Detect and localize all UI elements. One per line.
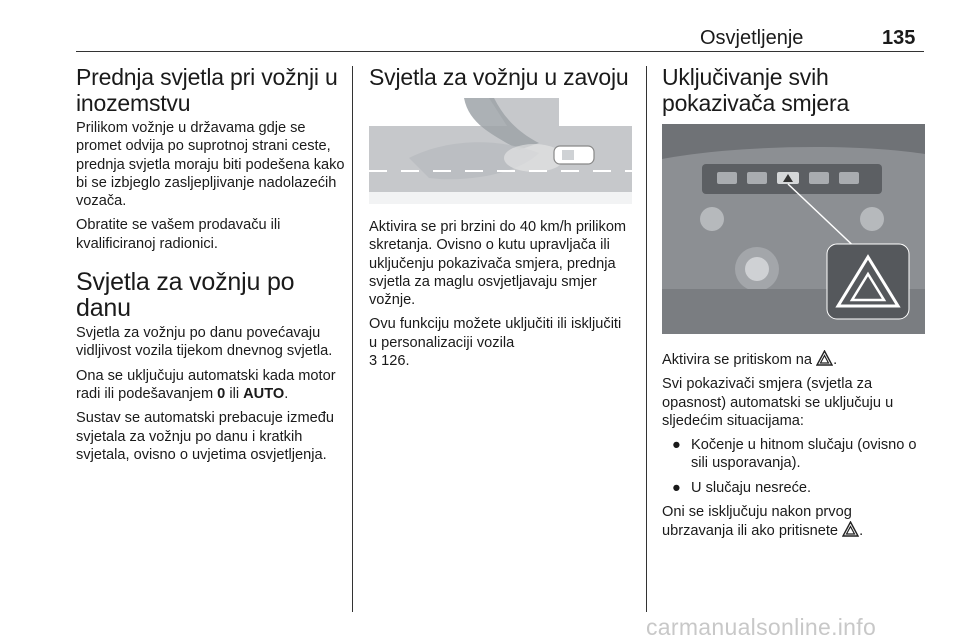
road-curve-illustration bbox=[369, 98, 633, 204]
paragraph: Aktivira se pri brzini do 40 km/h prilikom skretanja. Ovisno o kutu upravljača ili uključenju pokazivača smjera, prednja svjetla za maglu osvjetljavaju smjer vožnje. bbox=[369, 219, 627, 309]
paragraph: Obratite se vašem prodavaču ili kvalificiranoj radionici. bbox=[76, 217, 281, 252]
text-span: Oni se isključuju nakon prvog ubrzavanja ili ako pritisnete bbox=[662, 504, 852, 540]
paragraph: Sustav se automatski prebacuje između svjetala za vožnju po danu i kratkih svjetala, ovisno o uvjetima osvjetljenja. bbox=[76, 410, 334, 463]
hazard-switch-illustration bbox=[662, 124, 927, 334]
page-header-title: Osvjetljenje bbox=[700, 27, 804, 49]
list-item bbox=[662, 479, 927, 497]
list-item bbox=[662, 436, 927, 473]
text-span: ili bbox=[225, 385, 244, 402]
text-span: Ona se uključuju automatski kada motor radi ili podešavanjem bbox=[76, 367, 336, 402]
text-span: . bbox=[859, 523, 864, 540]
column-3 bbox=[662, 64, 927, 547]
paragraph bbox=[662, 503, 927, 541]
text-span: . bbox=[833, 352, 838, 368]
column-divider-1 bbox=[352, 66, 353, 612]
hazard-triangle-icon bbox=[816, 350, 833, 366]
text-span: Aktivira se pritiskom na bbox=[662, 352, 817, 368]
column-2 bbox=[369, 64, 633, 376]
list-item-text: U slučaju nesreće. bbox=[691, 479, 812, 496]
hazard-triangle-icon bbox=[842, 521, 859, 537]
page-number: 135 bbox=[882, 27, 916, 49]
header-divider bbox=[76, 51, 924, 52]
paragraph bbox=[76, 367, 348, 404]
page-reference-link[interactable]: 3 126. bbox=[369, 353, 410, 370]
bullet-list bbox=[662, 436, 927, 497]
list-item-text: Kočenje u hitnom slučaju (ovisno o sili usporavanja). bbox=[691, 437, 917, 472]
text-span: . bbox=[284, 385, 289, 402]
paragraph: Svjetla za vožnju po danu povećavaju vidljivost vozila tijekom dnevnog svjetla. bbox=[76, 325, 333, 360]
switch-position-auto: AUTO bbox=[243, 385, 285, 402]
column-1 bbox=[76, 64, 348, 470]
switch-position-0: 0 bbox=[217, 385, 226, 402]
bullet-icon: ● bbox=[672, 479, 681, 496]
bullet-icon: ● bbox=[672, 437, 681, 454]
section-title-daytime-lights: Svjetla za vožnju po danu bbox=[76, 268, 295, 323]
section-title-headlights-abroad: Prednja svjetla pri vožnji u inozemstvu bbox=[76, 64, 338, 116]
watermark: carmanualsonline.info bbox=[646, 614, 877, 640]
paragraph: Prilikom vožnje u državama gdje se promet odvija po suprotnoj strani ceste, prednja svjetla moraju biti podešena kako bi se izbjeglo zasljepljivanje nadolazećih vozača. bbox=[76, 120, 345, 210]
column-divider-2 bbox=[646, 66, 647, 612]
paragraph bbox=[369, 315, 633, 370]
section-title-cornering-lights: Svjetla za vožnju u zavoju bbox=[369, 64, 629, 90]
text-span: Ovu funkciju možete uključiti ili isključiti u personalizaciji vozila bbox=[369, 316, 622, 351]
paragraph bbox=[662, 350, 927, 369]
section-title-hazard-lights: Uključivanje svih pokazivača smjera bbox=[662, 64, 850, 116]
paragraph: Svi pokazivači smjera (svjetla za opasnost) automatski se uključuju u sljedećim situacijama: bbox=[662, 376, 894, 429]
